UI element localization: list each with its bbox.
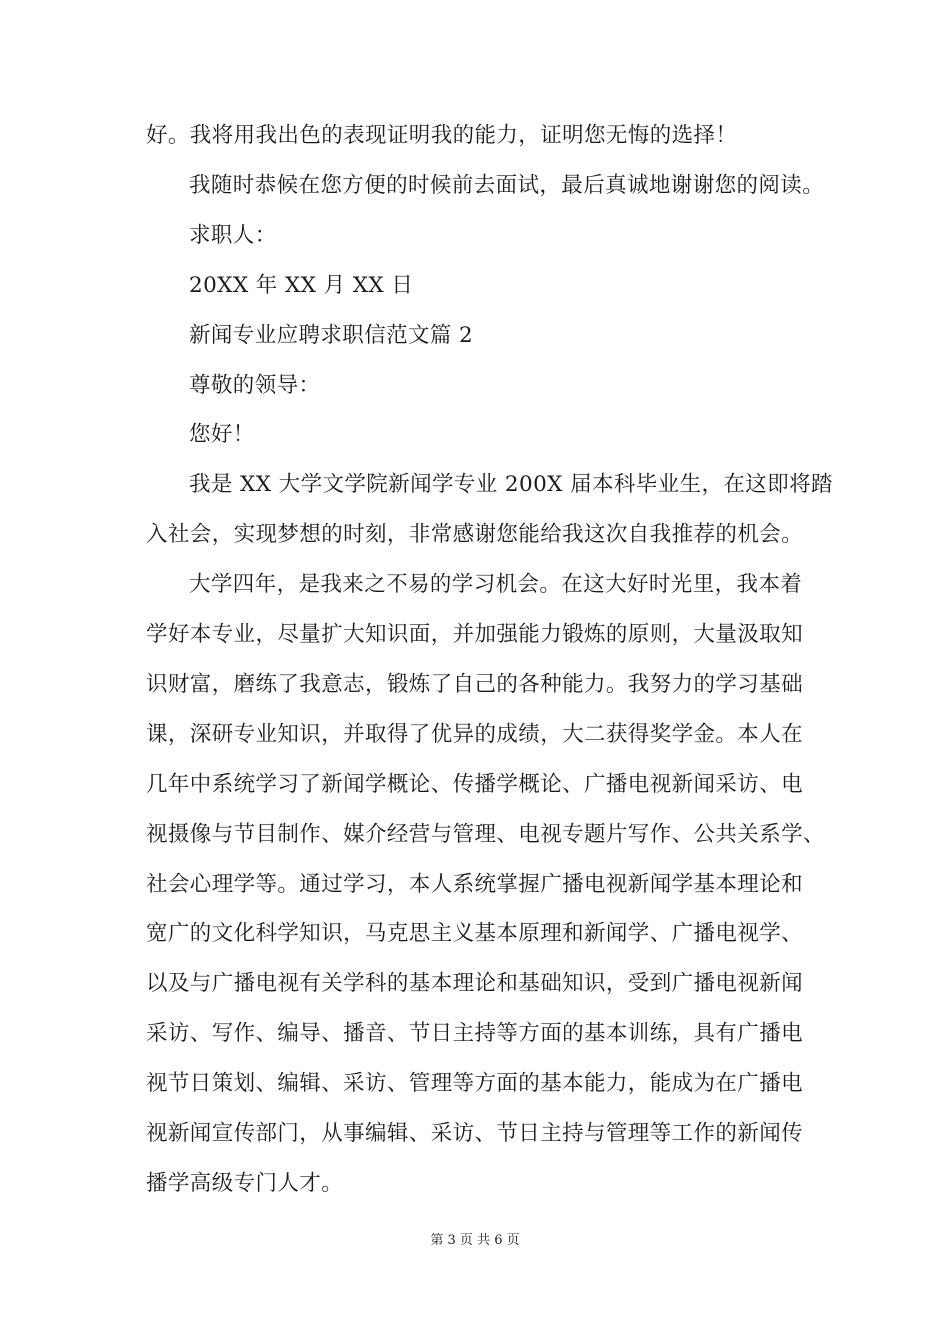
greeting: 您好！ [189, 422, 255, 447]
text-line: 好。我将用我出色的表现证明我的能力，证明您无悔的选择！ [146, 123, 738, 148]
text-line: 几年中系统学习了新闻学概论、传播学概论、广播电视新闻采访、电 [146, 772, 804, 797]
text-line: 大学四年，是我来之不易的学习机会。在这大好时光里，我本着 [189, 572, 803, 597]
text-line: 求职人： [189, 223, 277, 248]
text-line: 视摄像与节目制作、媒介经营与管理、电视专题片写作、公共关系学、 [146, 822, 825, 847]
text-line: 课，深研专业知识，并取得了优异的成绩，大二获得奖学金。本人在 [146, 722, 804, 747]
text-line: 视节日策划、编辑、采访、管理等方面的基本能力，能成为在广播电 [146, 1071, 804, 1096]
date-line: 20XX 年 XX 月 XX 日 [189, 273, 414, 298]
salutation: 尊敬的领导： [189, 373, 321, 398]
text-line: 视新闻宣传部门，从事编辑、采访、节日主持与管理等工作的新闻传 [146, 1121, 804, 1146]
text-line: 我随时恭候在您方便的时候前去面试，最后真诚地谢谢您的阅读。 [189, 173, 825, 198]
text-line: 入社会，实现梦想的时刻，非常感谢您能给我这次自我推荐的机会。 [146, 522, 804, 547]
section-heading: 新闻专业应聘求职信范文篇 2 [189, 323, 474, 348]
text-line: 识财富，磨练了我意志，锻炼了自己的各种能力。我努力的学习基础 [146, 672, 804, 697]
text-line: 采访、写作、编导、播音、节日主持等方面的基本训练，具有广播电 [146, 1021, 804, 1046]
page-number: 第 3 页 共 6 页 [430, 1233, 520, 1248]
text-line: 以及与广播电视有关学科的基本理论和基础知识，受到广播电视新闻 [146, 971, 804, 996]
text-line: 宽广的文化科学知识，马克思主义基本原理和新闻学、广播电视学、 [146, 921, 804, 946]
text-line: 我是 XX 大学文学院新闻学专业 200X 届本科毕业生，在这即将踏 [189, 472, 833, 497]
text-line: 学好本专业，尽量扩大知识面，并加强能力锻炼的原则，大量汲取知 [146, 622, 804, 647]
text-line: 社会心理学等。通过学习，本人系统掌握广播电视新闻学基本理论和 [146, 872, 804, 897]
text-line: 播学高级专门人才。 [146, 1171, 344, 1196]
